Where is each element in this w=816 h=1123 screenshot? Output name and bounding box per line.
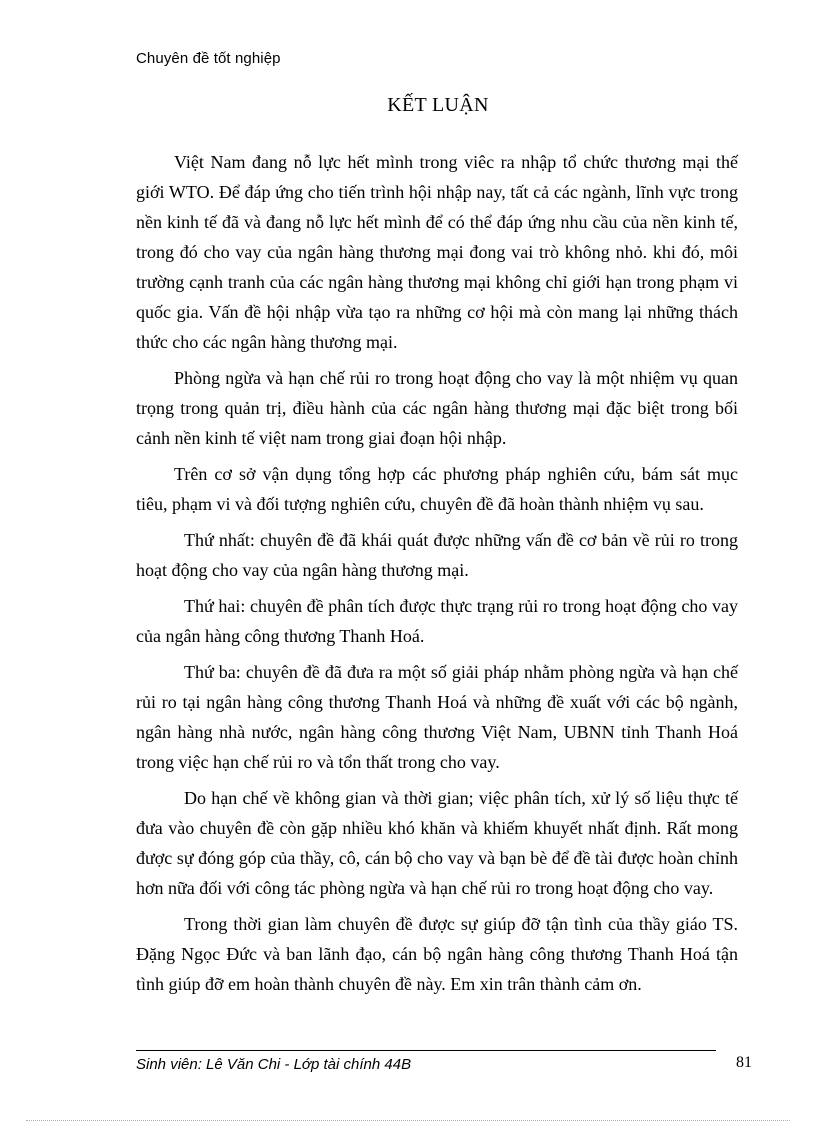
paragraph: Trong thời gian làm chuyên đề được sự giúp đỡ tận tình của thầy giáo TS. Đặng Ngọc Đức và ban lãnh đạo, cán bộ ngân hàng công thương Thanh Hoá tận tình giúp đỡ em hoàn thành chuyên đề này. Em xin trân thành cảm ơn. <box>136 914 738 994</box>
paragraph: Do hạn chế về không gian và thời gian; việc phân tích, xử lý số liệu thực tế đưa vào chuyên đề còn gặp nhiều khó khăn và khiếm khuyết nhất định. Rất mong được sự đóng góp của thầy, cô, cán bộ cho vay và bạn bè để đề tài được hoàn chỉnh hơn nữa đối với công tác phòng ngừa và hạn chế rủi ro trong hoạt động cho vay. <box>136 788 738 898</box>
paragraph: Việt Nam đang nỗ lực hết mình trong viêc ra nhập tổ chức thương mại thế giới WTO. Để đáp ứng cho tiến trình hội nhập nay, tất cả các ngành, lĩnh vực trong nền kinh tế đã và đang nỗ lực hết mình để có thể đáp ứng nhu cầu của nền kinh tế, trong đó cho vay của ngân hàng thương mại đong vai trò không nhỏ. khi đó, môi trường cạnh tranh của các ngân hàng thương mại không chỉ giới hạn trong phạm vi quốc gia. Vấn đề hội nhập vừa tạo ra những cơ hội mà còn mang lại những thách thức cho các ngân hàng thương mại. <box>136 152 738 352</box>
page-title: KẾT LUẬN <box>387 94 489 116</box>
page-number: 81 <box>736 1054 752 1071</box>
body-text <box>136 147 738 1005</box>
paragraph: Thứ ba: chuyên đề đã đưa ra một số giải pháp nhằm phòng ngừa và hạn chế rủi ro tại ngân hàng công thương Thanh Hoá và những đề xuất với các bộ ngành, ngân hàng nhà nước, ngân hàng công thương Việt Nam, UBNN tỉnh Thanh Hoá trong việc hạn chế rủi ro và tổn thất trong cho vay. <box>136 662 738 772</box>
footer-divider <box>136 1050 716 1051</box>
paragraph: Trên cơ sở vận dụng tổng hợp các phương pháp nghiên cứu, bám sát mục tiêu, phạm vi và đối tượng nghiên cứu, chuyên đề đã hoàn thành nhiệm vụ sau. <box>136 464 738 514</box>
paragraph: Thứ hai: chuyên đề phân tích được thực trạng rủi ro trong hoạt động cho vay của ngân hàng công thương Thanh Hoá. <box>136 596 738 646</box>
paragraph: Phòng ngừa và hạn chế rủi ro trong hoạt động cho vay là một nhiệm vụ quan trọng trong quản trị, điều hành của các ngân hàng thương mại đặc biệt trong bối cảnh nền kinh tế việt nam trong giai đoạn hội nhập. <box>136 368 738 448</box>
page-edge-divider <box>26 1120 790 1121</box>
footer-student-info: Sinh viên: Lê Văn Chi - Lớp tài chính 44B <box>136 1056 412 1073</box>
paragraph: Thứ nhất: chuyên đề đã khái quát được những vấn đề cơ bản về rủi ro trong hoạt động cho vay của ngân hàng thương mại. <box>136 530 738 580</box>
running-header: Chuyên đề tốt nghiệp <box>136 50 281 67</box>
